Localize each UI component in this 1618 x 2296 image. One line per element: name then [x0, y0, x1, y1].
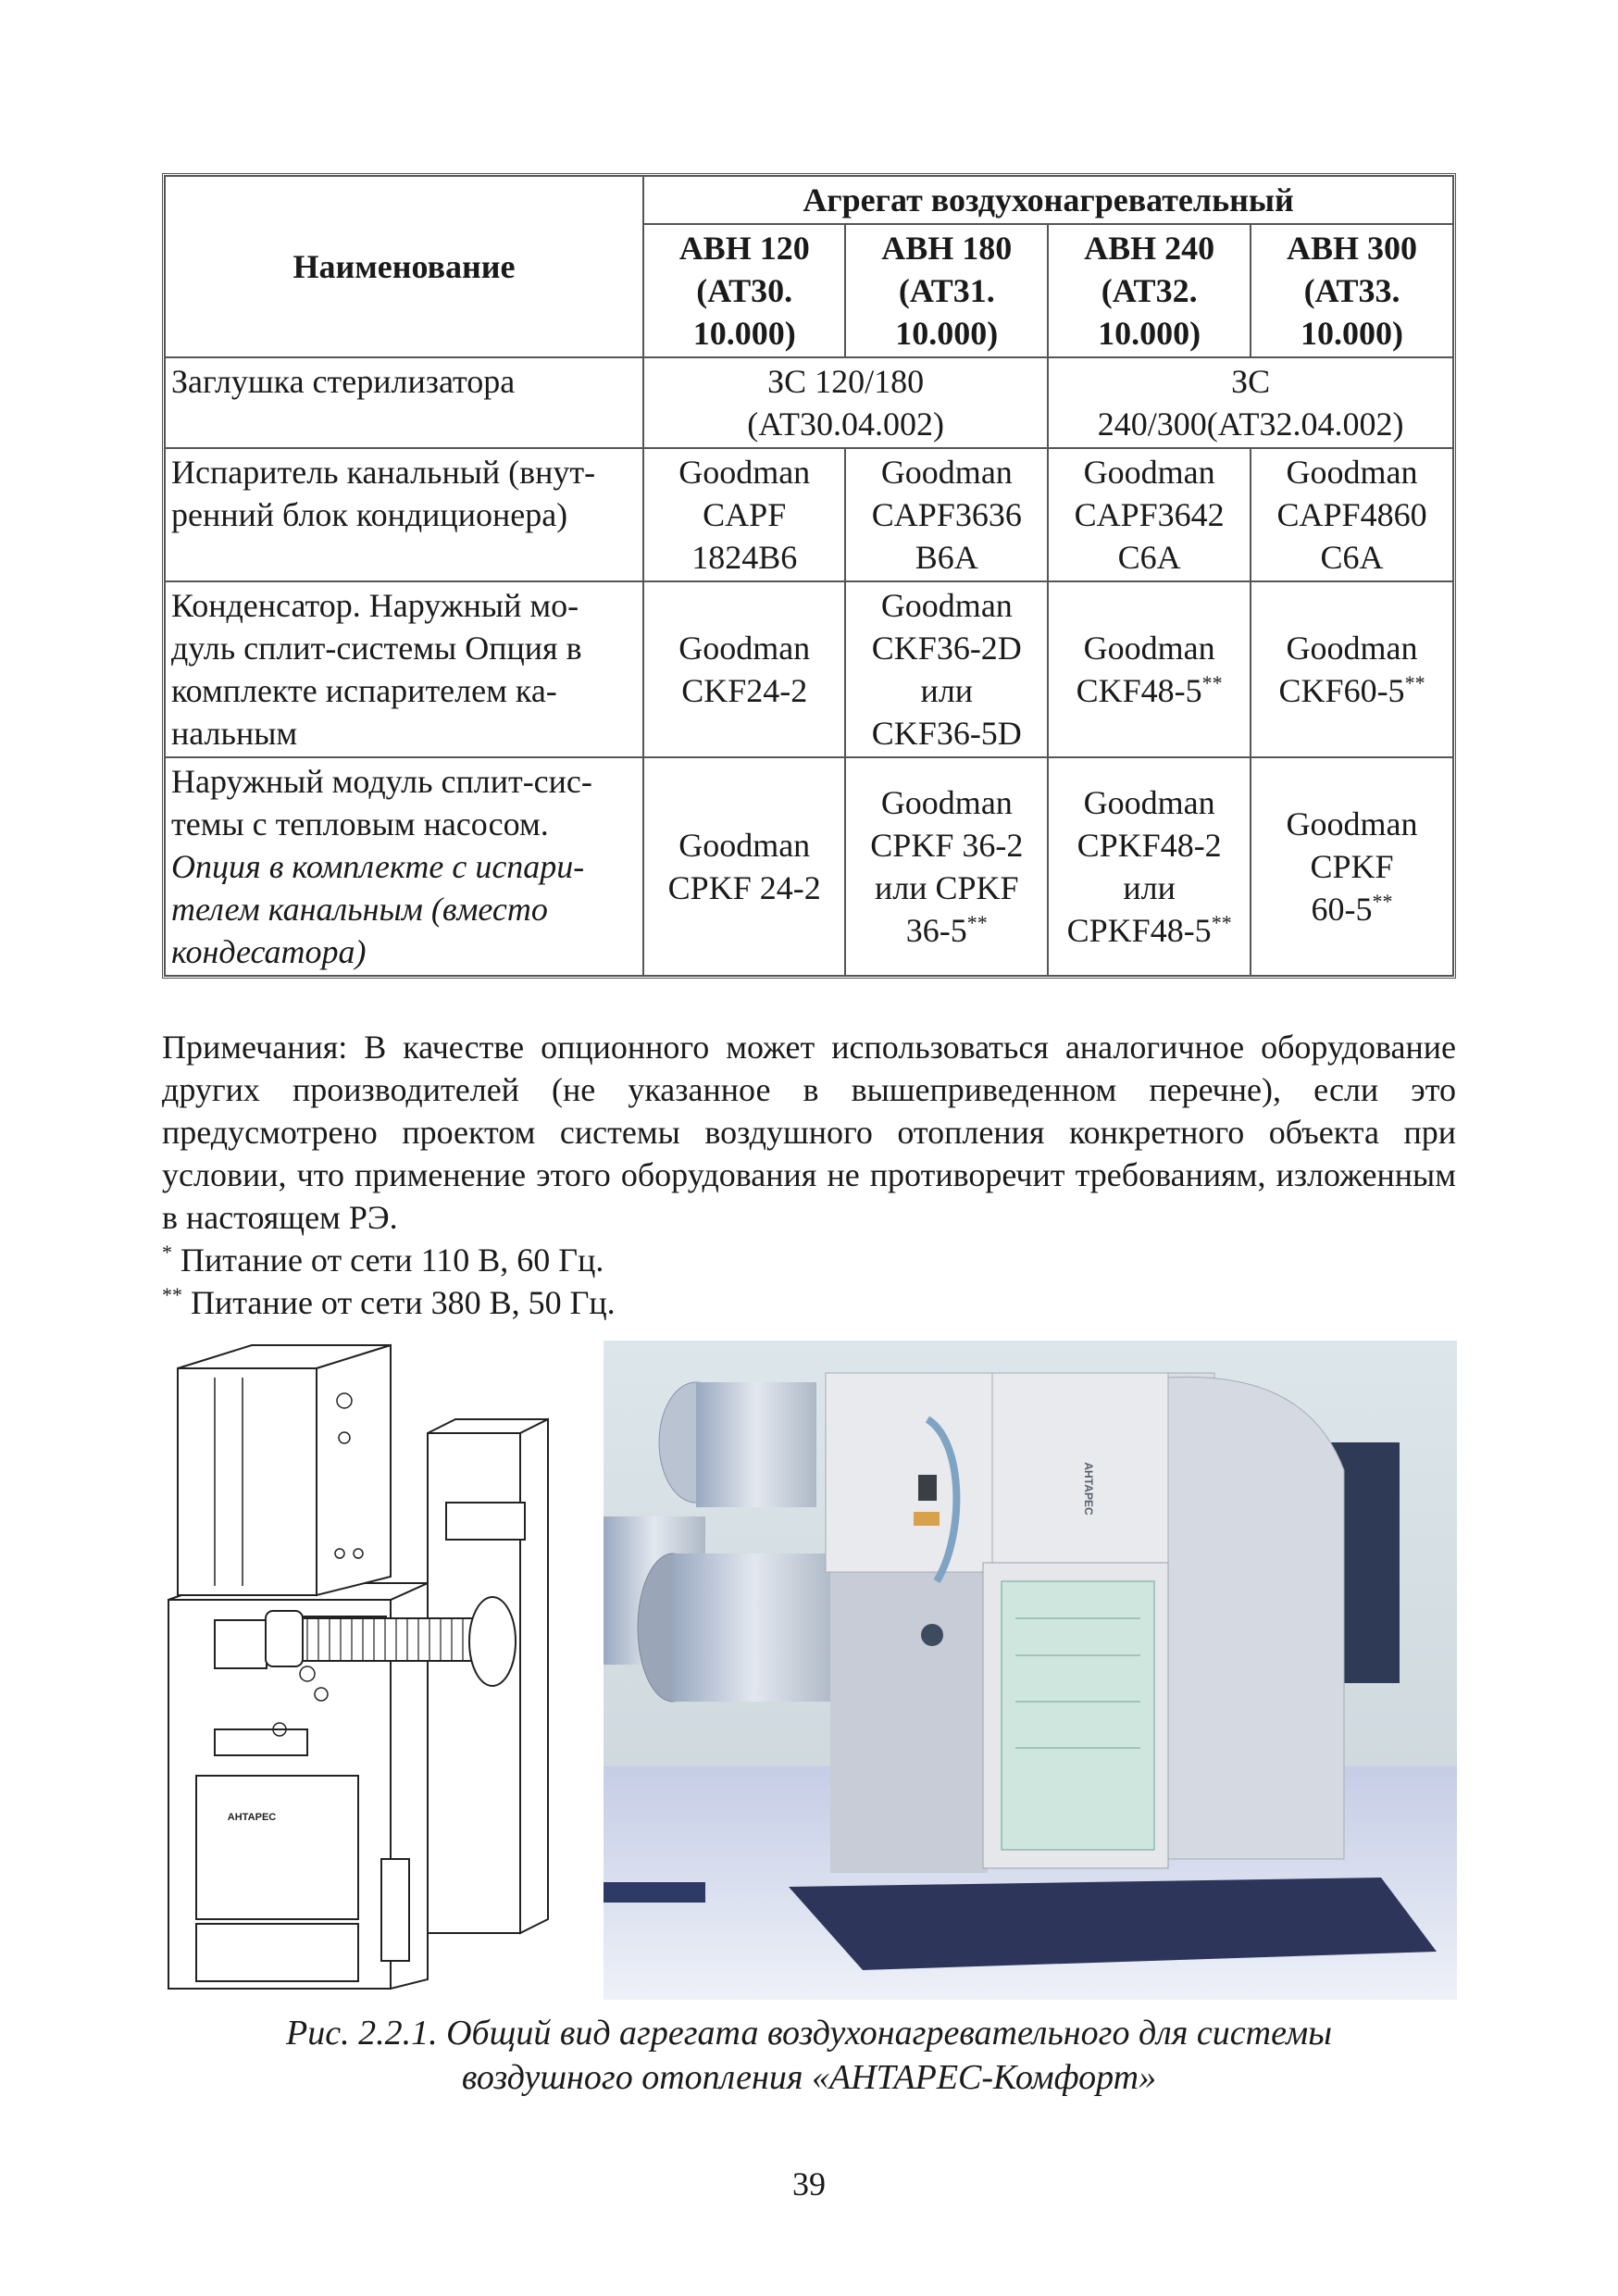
table-cell: Goodman CAPF3636 B6A — [845, 448, 1048, 581]
drawing-panel-label: АНТАРЕС — [227, 1812, 277, 1823]
unit-photo — [604, 1341, 1457, 2000]
table-cell: Goodman CKF36-2D или CKF36-5D — [845, 581, 1048, 757]
table-cell: Goodman CAPF3642 C6A — [1048, 448, 1251, 581]
table-cell: Goodman CKF60-5** — [1251, 581, 1453, 757]
table-row — [165, 357, 1453, 448]
table-cell: ЗС 120/180 (АТ30.04.002) — [643, 357, 1048, 448]
table-row — [165, 757, 1453, 976]
table-cell: Goodman CPKF 60-5** — [1251, 757, 1453, 976]
footnote-2: ** Питание от сети 380 В, 50 Гц. — [162, 1283, 616, 1321]
model-header: АВН 120 (АТ30. 10.000) — [643, 224, 845, 357]
table-cell: Goodman CPKF 36-2 или CPKF 36-5** — [845, 757, 1048, 976]
footnote-marker: ** — [1201, 671, 1223, 694]
page-number: 39 — [792, 2165, 826, 2202]
model-header: АВН 300 (АТ33. 10.000) — [1251, 224, 1453, 357]
footnote-marker: ** — [966, 911, 988, 934]
specification-table — [162, 173, 1456, 979]
figure-caption: Рис. 2.2.1. Общий вид агрегата воздухонагревательного для системы воздушного отопления «АНТАРЕС-Комфорт» — [286, 2014, 1332, 2097]
table-row — [165, 448, 1453, 581]
photo-unit-label: АНТАРЕС — [1082, 1462, 1095, 1516]
header-name: Наименование — [165, 176, 643, 357]
model-header: АВН 180 (АТ31. 10.000) — [845, 224, 1048, 357]
row-label: Наружный модуль сплит-сис- темы с тепловым насосом. Опция в комплекте с испари- телем канальным (вместо кондесатора) — [165, 757, 643, 976]
row-label: Конденсатор. Наружный мо- дуль сплит-системы Опция в комплекте испарителем ка- нальным — [165, 581, 643, 757]
table-cell: Goodman CKF24-2 — [643, 581, 845, 757]
row-label: Испаритель канальный (внут- ренний блок кондиционера) — [165, 448, 643, 581]
table-row — [165, 581, 1453, 757]
footnote-marker: ** — [1211, 911, 1232, 934]
table-cell: Goodman CKF48-5** — [1048, 581, 1251, 757]
unit-line-drawing — [159, 1341, 613, 2007]
footnote-1: * Питание от сети 110 В, 60 Гц. — [162, 1241, 604, 1279]
table-cell: ЗС 240/300(АТ32.04.002) — [1048, 357, 1453, 448]
footnote-marker: ** — [1404, 671, 1425, 694]
model-header: АВН 240 (АТ32. 10.000) — [1048, 224, 1251, 357]
table-cell: Goodman CAPF4860 C6A — [1251, 448, 1453, 581]
table-cell: Goodman CPKF 24-2 — [643, 757, 845, 976]
table-cell: Goodman CAPF 1824B6 — [643, 448, 845, 581]
footnote-marker: ** — [1372, 890, 1393, 913]
notes-paragraph: Примечания: В качестве опционного может использоваться аналогичное оборудование других производителей (не указанное в вышеприведенном перечне), если это предусмотрено проектом системы воздушного отопления конкретного объекта при условии, что применение этого оборудования не противоречит требованиям, изложенным в настоящем РЭ. — [162, 1029, 1456, 1236]
header-group: Агрегат воздухонагревательный — [643, 176, 1453, 224]
table-cell: Goodman CPKF48-2 или CPKF48-5** — [1048, 757, 1251, 976]
row-label: Заглушка стерилизатора — [165, 357, 643, 448]
